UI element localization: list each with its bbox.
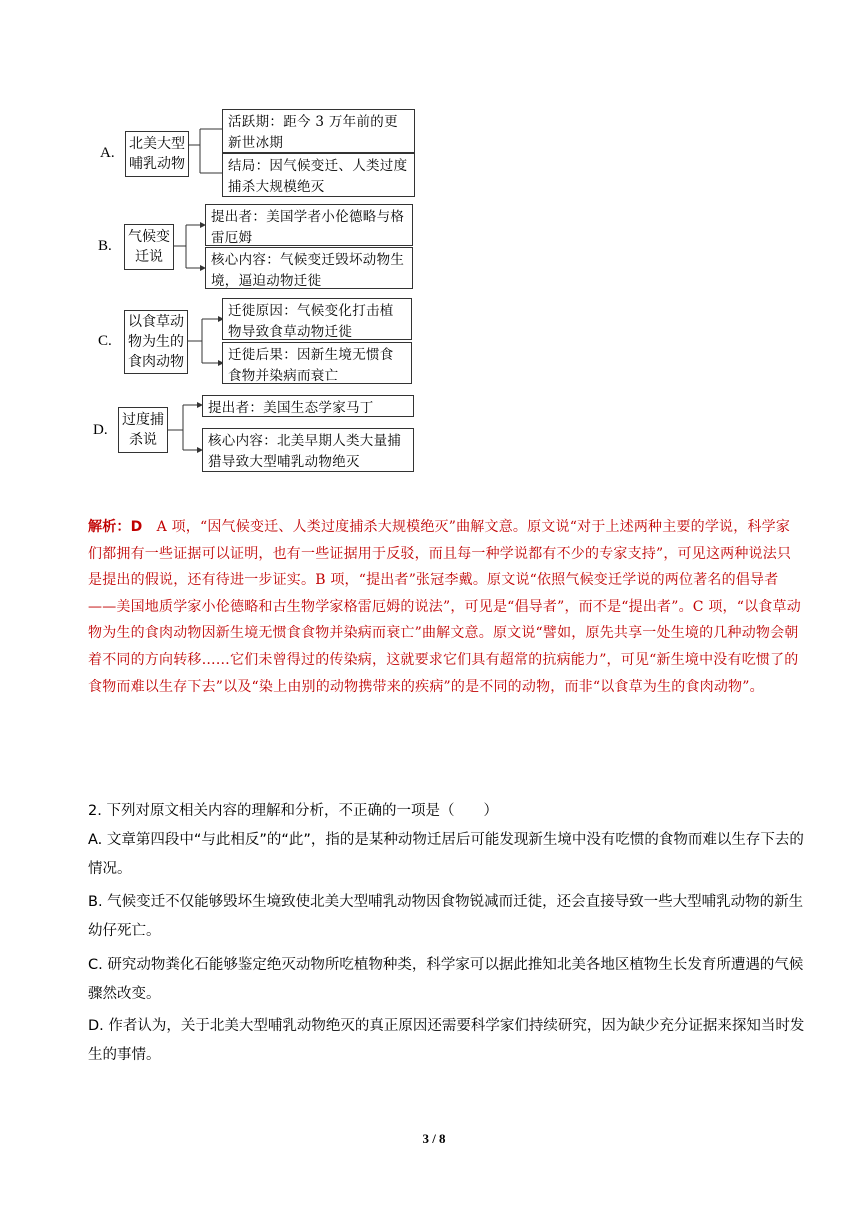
diagram-sub-box-b2: 核心内容：气候变迁毁坏动物生境，逼迫动物迁徙 — [205, 247, 413, 289]
diagram-main-box-a: 北美大型哺乳动物 — [125, 131, 189, 177]
diagram-main-box-b: 气候变迁说 — [124, 224, 174, 270]
option-label-d: D. — [93, 422, 108, 438]
question-option-c: C. 研究动物粪化石能够鉴定绝灭动物所吃植物种类，科学家可以据此推知北美各地区植物生长发育所遭遇的气候骤然改变。 — [88, 957, 804, 1002]
diagram-main-box-c: 以食草动物为生的食肉动物 — [124, 310, 188, 374]
diagram-sub-box-d1: 提出者：美国生态学家马丁 — [202, 395, 414, 417]
diagram-sub-box-a2: 结局：因气候变迁、人类过度捕杀大规模绝灭 — [222, 153, 415, 197]
option-label-c: C. — [98, 333, 112, 349]
question-option-b: B. 气候变迁不仅能够毁坏生境致使北美大型哺乳动物因食物锐减而迁徙，还会直接导致一些大型哺乳动物的新生幼仔死亡。 — [88, 894, 804, 939]
analysis-head: 解析：D — [88, 519, 143, 535]
option-label-b: B. — [98, 238, 112, 254]
option-label-a: A. — [100, 145, 115, 161]
diagram-sub-box-a1: 活跃期：距今 3 万年前的更新世冰期 — [222, 109, 415, 153]
diagram-sub-box-c2: 迁徙后果：因新生境无惯食食物并染病而衰亡 — [222, 342, 412, 384]
page-number: 3 / 8 — [422, 1131, 446, 1146]
diagram-sub-box-d2: 核心内容：北美早期人类大量捕猎导致大型哺乳动物绝灭 — [202, 428, 414, 472]
diagram-main-box-d: 过度捕杀说 — [118, 407, 168, 453]
analysis-paragraph — [88, 514, 804, 700]
question-option-a: A. 文章第四段中“与此相反”的“此”，指的是某种动物迁居后可能发现新生境中没有吃惯的食物而难以生存下去的情况。 — [88, 832, 804, 877]
diagram-sub-box-c1: 迁徙原因：气候变化打击植物导致食草动物迁徙 — [222, 298, 412, 340]
analysis-text: A 项，“因气候变迁、人类过度捕杀大规模绝灭”曲解文意。原文说“对于上述两种主要的学说，科学家们都拥有一些证据可以证明，也有一些证据用于反驳，而且每一种学说都有不少的专家支持”，可见这两种说法只是提出的假说，还有待进一步证实。B 项，“提出者”张冠李戴。原文说“依照气候变迁学说的两位著名的倡导者——美国地质学家小伦德略和古生物学家格雷厄姆的说法”，可见是“倡导者”，而不是“提出者”。C 项，“以食草动物为生的食肉动物因新生境无惯食食物并染病而衰亡”曲解文意。原文说“譬如，原先共享一处生境的几种动物会朝着不同的方向转移……它们未曾得过的传染病，这就要求它们具有超常的抗病能力”，可见“新生境中没有吃惯了的食物而难以生存下去”以及“染上由别的动物携带来的疾病”的是不同的动物，而非“以食草为生的食肉动物”。 — [88, 519, 801, 695]
diagram-sub-box-b1: 提出者：美国学者小伦德略与格雷厄姆 — [205, 204, 413, 246]
question-stem: 2. 下列对原文相关内容的理解和分析，不正确的一项是（ ） — [88, 803, 498, 819]
question-option-d: D. 作者认为，关于北美大型哺乳动物绝灭的真正原因还需要科学家们持续研究，因为缺少充分证据来探知当时发生的事情。 — [88, 1018, 805, 1063]
